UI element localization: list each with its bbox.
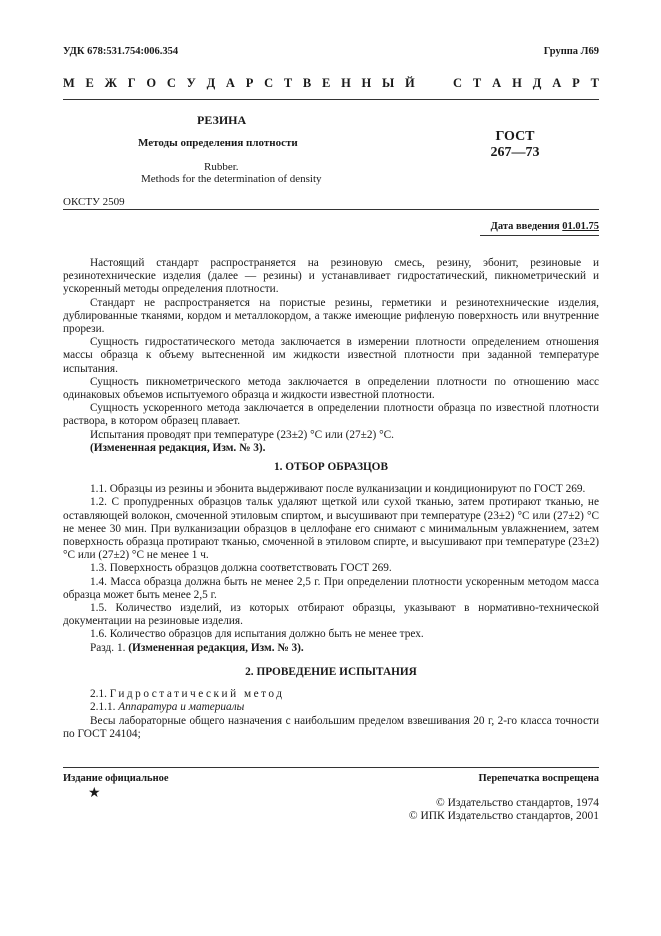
intro-paragraph: Настоящий стандарт распространяется на резиновую смесь, резину, эбонит, резиновые и резинотехнические изделия (далее — резины) и устанавливает гидростатический, пикнометрический и ускоренный методы определения плотности. — [63, 257, 599, 296]
english-title: Rubber. — [204, 161, 239, 173]
banner-letter: М — [63, 76, 75, 90]
okstu-code: ОКСТУ 2509 — [63, 196, 125, 208]
banner-letter: А — [492, 76, 502, 90]
clause-number: 2.1. — [90, 688, 107, 701]
udk-code: УДК 678:531.754:006.354 — [63, 46, 179, 57]
banner-letter: С — [166, 76, 176, 90]
banner-letter: Е — [321, 76, 331, 90]
reprint-prohibited: Перепечатка воспрещена — [478, 773, 599, 784]
clause-2-1 — [63, 688, 599, 701]
banner-letter: Г — [127, 76, 136, 90]
date-rule — [480, 235, 599, 236]
banner-letter: Р — [245, 76, 254, 90]
banner-word-standard — [453, 76, 599, 91]
banner-letter: Д — [532, 76, 542, 90]
section-2-heading: 2. ПРОВЕДЕНИЕ ИСПЫТАНИЯ — [245, 665, 417, 678]
official-edition: Издание официальное — [63, 773, 169, 784]
intro-text — [63, 257, 599, 741]
intro-paragraph: Испытания проводят при температуре (23±2) °С или (27±2) °С. — [90, 428, 394, 441]
gost-label: ГОСТ — [495, 129, 535, 144]
equipment-heading: Аппаратура и материалы — [118, 701, 245, 714]
amendment-note: (Измененная редакция, Изм. № 3). — [90, 441, 266, 454]
banner-letter: Т — [472, 76, 482, 90]
method-name: Гидростатический метод — [109, 688, 285, 701]
english-subtitle: Methods for the determination of density — [141, 173, 322, 185]
header-rule — [63, 99, 599, 100]
clause-1-3: 1.3. Поверхность образцов должна соответствовать ГОСТ 269. — [90, 562, 392, 575]
footer-rule — [63, 767, 599, 768]
banner-letter: О — [146, 76, 157, 90]
gost-number: 267—73 — [490, 145, 540, 160]
clause-1-1: 1.1. Образцы из резины и эбонита выдерживают после вулканизации и кондиционируют по ГОСТ 269. — [90, 483, 586, 496]
banner-letter: Р — [572, 76, 580, 90]
banner-letter: А — [552, 76, 562, 90]
banner-letter: С — [453, 76, 463, 90]
document-subtitle: Методы определения плотности — [138, 137, 298, 149]
clause-1-5: 1.5. Количество изделий, из которых отбирают образцы, указывают в нормативно-технической документации на резиновые изделия. — [63, 602, 599, 628]
intro-paragraph: Сущность ускоренного метода заключается в определении плотности образца по известной плотности раствора, в котором образец плавает. — [63, 402, 599, 428]
effective-date-label: Дата введения — [490, 221, 560, 232]
clause-1-2: 1.2. С пропудренных образцов тальк удаляют щеткой или сухой тканью, затем протирают тканью, не оставляющей волокон, смоченной этиловым спиртом, и высушивают при температуре (23±2) °С или (27±2) °С не менее 30 мин. При вулканизации образцов в целлофане его снимают с минимальным увлажнением, затем поверхность образца протирают тканью, смоченной в этиловом спирте, и высушивают при температуре (23±2) °С или (27±2) °С не менее 1 ч. — [63, 496, 599, 562]
banner-letter: Ы — [382, 76, 395, 90]
banner-letter: А — [225, 76, 235, 90]
copyright-1974: © Издательство стандартов, 1974 — [435, 797, 599, 809]
equipment-scales: Весы лабораторные общего назначения с наибольшим пределом взвешивания 20 г, 2-го класса точности по ГОСТ 24104; — [63, 714, 599, 740]
banner-letter: С — [264, 76, 274, 90]
banner-letter: Т — [590, 76, 599, 90]
clause-1-6: 1.6. Количество образцов для испытания должно быть не менее трех. — [90, 628, 424, 641]
banner-letter: Н — [341, 76, 351, 90]
document-title: РЕЗИНА — [197, 113, 247, 127]
section-1-heading: 1. ОТБОР ОБРАЗЦОВ — [273, 461, 389, 474]
banner-word-interstate — [63, 76, 415, 91]
banner-letter: В — [302, 76, 312, 90]
group-code: Группа Л69 — [543, 46, 599, 57]
interstate-standard-banner — [63, 76, 599, 91]
copyright-2001: © ИПК Издательство стандартов, 2001 — [408, 810, 599, 822]
banner-letter: У — [186, 76, 196, 90]
effective-date — [491, 221, 599, 232]
clause-2-1-1 — [63, 701, 599, 714]
amendment-prefix: Разд. 1. — [90, 641, 126, 654]
banner-letter: Е — [85, 76, 94, 90]
star-icon: ★ — [88, 786, 101, 801]
effective-date-value: 01.01.75 — [562, 221, 599, 232]
banner-letter: Н — [512, 76, 522, 90]
banner-letter: Н — [361, 76, 372, 90]
clause-number: 2.1.1. — [90, 701, 116, 714]
clause-1-4: 1.4. Масса образца должна быть не менее 2,5 г. При определении плотности ускоренным методом масса образца может быть менее 2,5 г. — [63, 575, 599, 601]
amendment-text: (Измененная редакция, Изм. № 3). — [128, 641, 304, 654]
banner-letter: Д — [206, 76, 216, 90]
intro-paragraph: Сущность пикнометрического метода заключается в определении плотности по отношению масс одинаковых объемов испытуемого образца и жидкости известной плотности. — [63, 375, 599, 402]
section-1-amendment — [63, 642, 599, 655]
intro-paragraph: Сущность гидростатического метода заключается в измерении плотности определением отношения массы образца к объему вытесненной им жидкости известной плотности при заданной температуре испытания. — [63, 336, 599, 375]
okstu-rule — [63, 209, 599, 210]
banner-letter: Ж — [104, 76, 117, 90]
banner-letter: Т — [283, 76, 293, 90]
intro-paragraph: Стандарт не распространяется на пористые резины, герметики и резинотехнические изделия, дублированные тканями, кордом и металлокордом, а также имеющие рифленую поверхность или внутренние прорези. — [63, 296, 599, 336]
banner-letter: Й — [405, 76, 415, 90]
